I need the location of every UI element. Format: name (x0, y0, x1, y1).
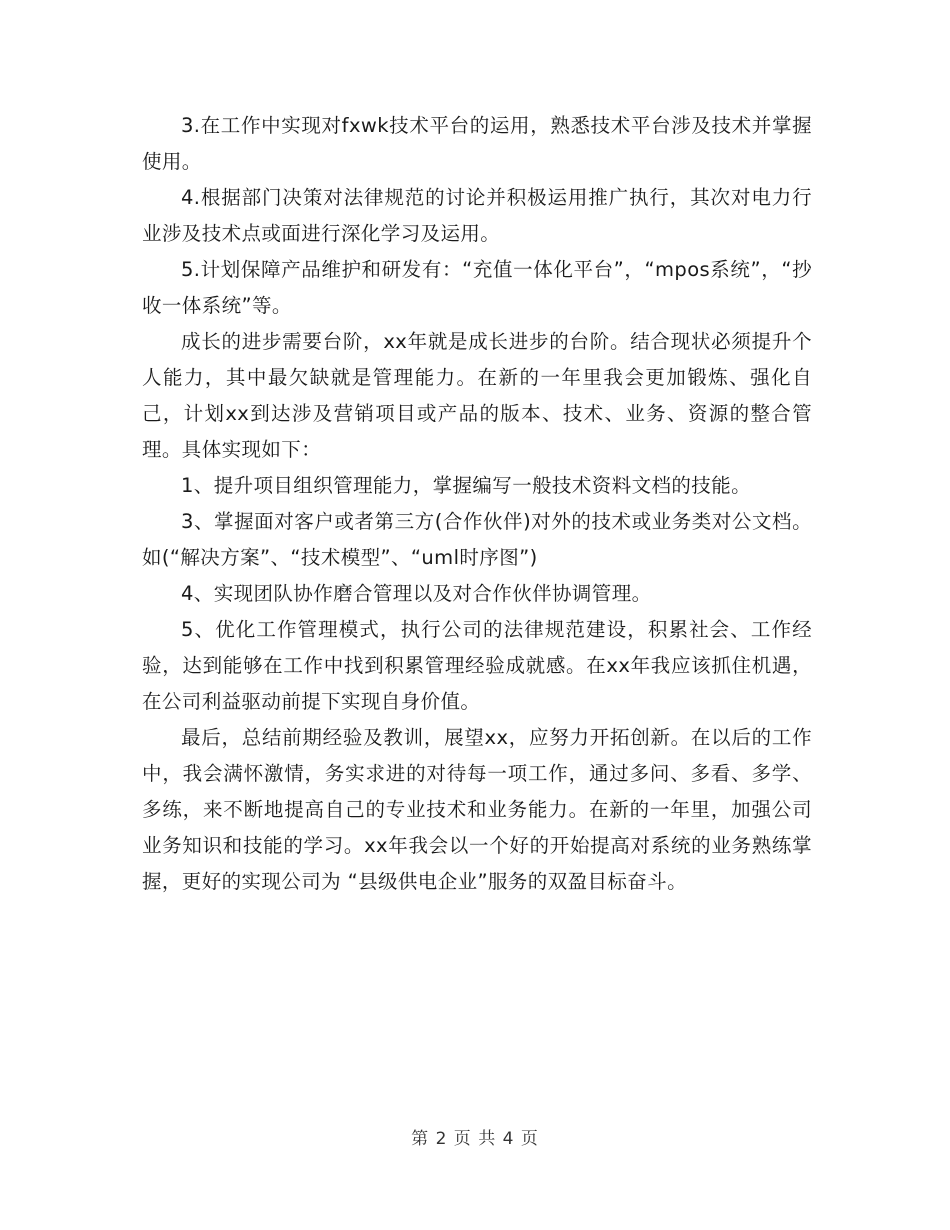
paragraph-plan-5: 5、优化工作管理模式，执行公司的法律规范建设，积累社会、工作经验，达到能够在工作中找到积累管理经验成就感。在xx年我应该抓住机遇，在公司利益驱动前提下实现自身价值。 (142, 618, 812, 713)
paragraph-growth-intro: 成长的进步需要台阶，xx年就是成长进步的台阶。结合现状必须提升个人能力，其中最欠缺就是管理能力。在新的一年里我会更加锻炼、强化自己，计划xx到达涉及营销项目或产品的版本、技术、业务、资源的整合管理。具体实现如下： (142, 330, 812, 461)
paragraph-plan-4: 4、实现团队协作磨合管理以及对合作伙伴协调管理。 (181, 582, 652, 605)
paragraph-plan-3: 3、掌握面对客户或者第三方(合作伙伴)对外的技术或业务类对公文档。如(“解决方案”、“技术模型”、“uml时序图”) (142, 510, 812, 569)
paragraph-item-3: 3.在工作中实现对fxwk技术平台的运用，熟悉技术平台涉及技术并掌握使用。 (142, 114, 812, 173)
paragraph-plan-1: 1、提升项目组织管理能力，掌握编写一般技术资料文档的技能。 (181, 474, 752, 497)
paragraph-conclusion: 最后，总结前期经验及教训，展望xx，应努力开拓创新。在以后的工作中，我会满怀激情，务实求进的对待每一项工作，通过多问、多看、多学、多练，来不断地提高自己的专业技术和业务能力。在新的一年里，加强公司业务知识和技能的学习。xx年我会以一个好的开始提高对系统的业务熟练掌握，更好的实现公司为 “县级供电企业”服务的双盈目标奋斗。 (142, 726, 812, 893)
paragraph-item-5: 5.计划保障产品维护和研发有：“充值一体化平台”，“mpos系统”，“抄收一体系统”等。 (142, 258, 812, 317)
paragraph-item-4: 4.根据部门决策对法律规范的讨论并积极运用推广执行，其次对电力行业涉及技术点或面进行深化学习及运用。 (142, 186, 812, 245)
page-number: 第 2 页 共 4 页 (411, 1129, 539, 1149)
document-body (142, 108, 812, 900)
